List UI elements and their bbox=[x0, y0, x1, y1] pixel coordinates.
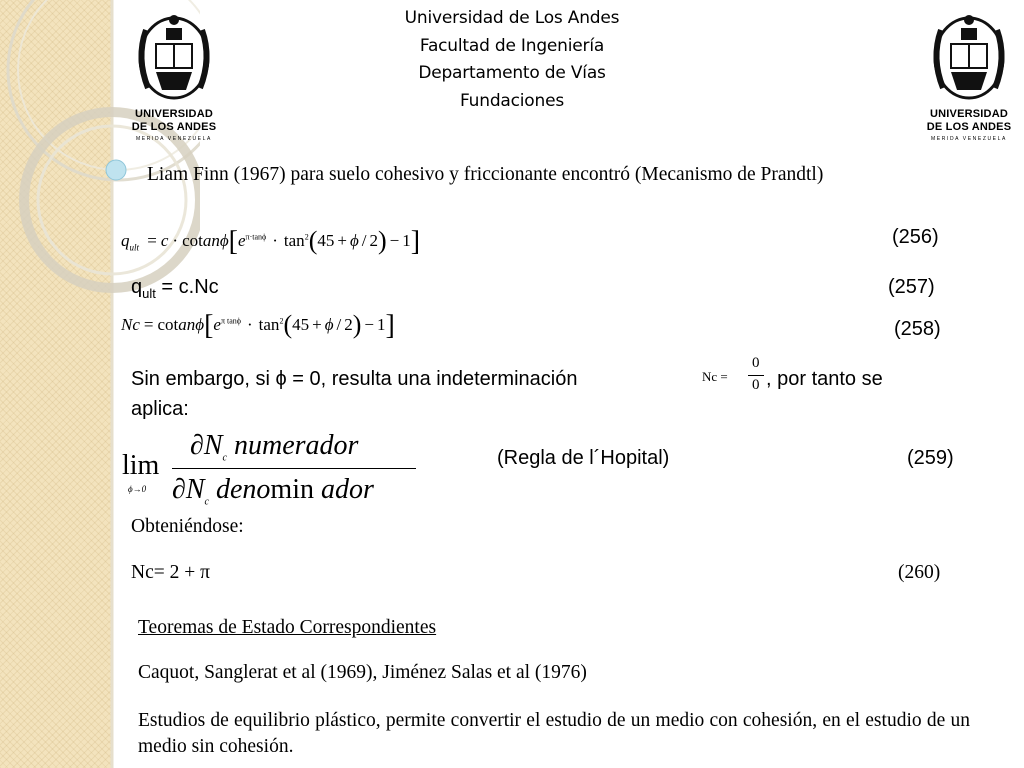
equation-259-limit: lim ϕ→0 $\partial N_c$ numerador $\partial N_c$ denomin ador bbox=[120, 428, 420, 512]
references-text: Caquot, Sanglerat et al (1969), Jiménez Salas et al (1976) bbox=[138, 662, 587, 683]
bullet-dot bbox=[106, 160, 126, 180]
logo-city: MERIDA VENEZUELA bbox=[136, 136, 212, 142]
logo-city: MERIDA VENEZUELA bbox=[931, 136, 1007, 142]
equation-256: $q_{ult} = c \cdot cotan\phi[e^{\pi\cdot tan\phi} \cdot \tan^2(45 + \phi / 2) - 1]$ bbox=[121, 226, 421, 257]
header-department: Departamento de Vías bbox=[418, 63, 606, 83]
nc-result: Nc= 2 + π bbox=[131, 562, 210, 583]
applies-text: aplica: bbox=[131, 398, 189, 420]
qult-label: q bbox=[131, 276, 143, 298]
theorems-title: Teoremas de Estado Correspondientes bbox=[138, 617, 437, 638]
header-faculty: Facultad de Ingeniería bbox=[419, 36, 605, 56]
equation-260-number: (260) bbox=[898, 562, 941, 583]
equation-257 bbox=[131, 276, 219, 301]
equation-257-number: (257) bbox=[888, 276, 935, 298]
logo-name-line1: UNIVERSIDAD bbox=[930, 108, 1008, 120]
logo-name-line2: DE LOS ANDES bbox=[131, 121, 217, 133]
obtaining-text: Obteniéndose: bbox=[131, 516, 244, 537]
indeterminacy-text-part2: , por tanto se bbox=[766, 368, 883, 390]
equation-258: $Nc = cotan\phi[e^{\pi tan\phi} \cdot \tan^2(45 + \phi / 2) - 1]$ bbox=[121, 310, 395, 341]
qult-rest: = c.Nc bbox=[155, 276, 219, 298]
lhopital-rule-label: (Regla de l´Hopital) bbox=[497, 447, 670, 469]
header-course: Fundaciones bbox=[460, 91, 564, 111]
indeterminacy-text-part1: Sin embargo, si ϕ = 0, resulta una indeterminación bbox=[131, 368, 578, 390]
equation-259-number: (259) bbox=[907, 447, 954, 469]
equation-256-number: (256) bbox=[892, 226, 939, 248]
header-university: Universidad de Los Andes bbox=[404, 8, 620, 28]
equation-258-number: (258) bbox=[894, 318, 941, 340]
logo-name-line2: DE LOS ANDES bbox=[926, 121, 1012, 133]
indeterminate-fraction: Nc = 0 0 bbox=[702, 355, 766, 399]
qult-subscript: ult bbox=[142, 286, 156, 301]
intro-paragraph: Liam Finn (1967) para suelo cohesivo y friccionante encontró (Mecanismo de Prandtl) bbox=[147, 164, 824, 185]
plastic-equilibrium-paragraph: Estudios de equilibrio plástico, permite convertir el estudio de un medio con cohesión, en el estudio de un medio sin cohesión. bbox=[138, 710, 970, 757]
logo-name-line1: UNIVERSIDAD bbox=[135, 108, 213, 120]
